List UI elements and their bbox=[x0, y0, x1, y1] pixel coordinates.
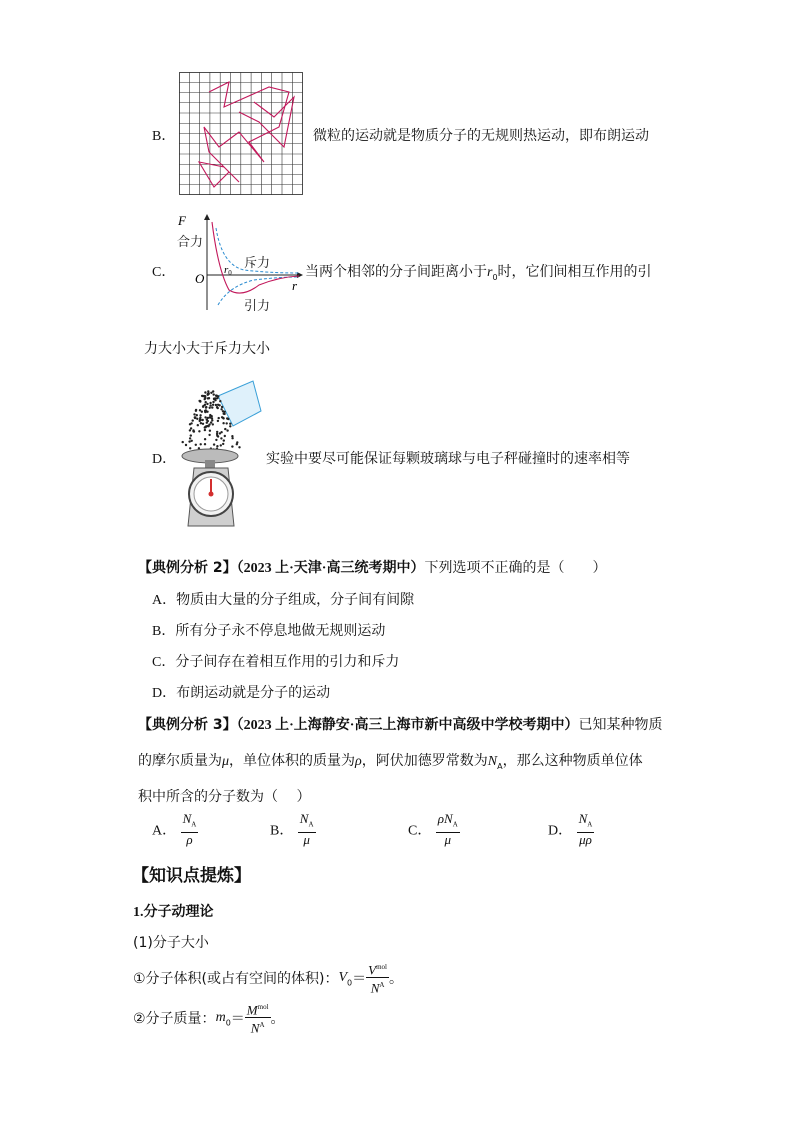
q3-choice-b: B． $\frac{N_A}{\mu}$ bbox=[270, 811, 314, 847]
option-b-letter: B． bbox=[152, 129, 176, 144]
q3-choice-a: A． $\frac{N_A}{\rho}$ bbox=[152, 811, 197, 847]
q3-choice-c: C． $\frac{\rho N_A}{\mu}$ bbox=[408, 811, 458, 847]
electronic-scale-glass-balls-image bbox=[178, 376, 264, 530]
graph-origin-label: O bbox=[195, 271, 205, 286]
graph-yinli-label: 引力 bbox=[244, 299, 271, 314]
question-2-stem: 【典例分析 2】（2023 上·天津·高三统考期中）下列选项不正确的是（ ） bbox=[138, 560, 607, 576]
option-b-text: 微粒的运动就是物质分子的无规则热运动，即布朗运动 bbox=[313, 128, 649, 144]
molecule-mass-formula: ②分子质量：$m_0=$ $\frac{M^{mol}}{N^A}$ 。 bbox=[133, 1000, 285, 1036]
graph-r-label: r bbox=[292, 278, 298, 293]
knowledge-heading: 【知识点提炼】 bbox=[132, 866, 251, 886]
molecule-volume-formula: ①分子体积(或占有空间的体积)：$V_0=$ $\frac{V^{mol}}{N^A}$ 。 bbox=[133, 960, 403, 996]
brownian-motion-grid-image bbox=[179, 72, 303, 195]
graph-r0-label: r0 bbox=[224, 264, 232, 277]
option-c-text-line1: 当两个相邻的分子间距离小于$r_0$时，它们间相互作用的引 bbox=[305, 264, 652, 282]
q2-option-c: C．分子间存在着相互作用的引力和斥力 bbox=[152, 654, 400, 670]
question-3-stem-line3: 积中所含的分子数为（ ） bbox=[138, 789, 311, 805]
q2-option-d: D．布朗运动就是分子的运动 bbox=[152, 685, 331, 701]
graph-f-label: F bbox=[178, 213, 186, 228]
question-3-stem-line1: 【典例分析 3】（2023 上·上海静安·高三上海市新中高级中学校考期中）已知某种物质 bbox=[138, 717, 663, 733]
graph-heli-label: 合力 bbox=[177, 235, 204, 250]
graph-chili-label: 斥力 bbox=[244, 256, 271, 271]
q2-option-b: B．所有分子永不停息地做无规则运动 bbox=[152, 623, 386, 639]
q2-option-a: A．物质由大量的分子组成，分子间有间隙 bbox=[152, 592, 415, 608]
option-d-text: 实验中要尽可能保证每颗玻璃球与电子秤碰撞时的速率相等 bbox=[266, 451, 630, 467]
option-c-letter: C． bbox=[152, 265, 176, 280]
section-1-title: 1.分子动理论 bbox=[133, 905, 214, 920]
intermolecular-force-graph bbox=[174, 210, 306, 316]
question-3-stem-line2: 的摩尔质量为μ，单位体积的质量为ρ，阿伏加德罗常数为$N_A$，那么这种物质单位体 bbox=[138, 753, 643, 771]
option-d-letter: D． bbox=[152, 452, 177, 467]
subsection-1-title: (1)分子大小 bbox=[133, 935, 209, 951]
q3-choice-d: D． $\frac{N_A}{\mu\rho}$ bbox=[548, 811, 593, 847]
option-c-text-line2: 力大小大于斥力大小 bbox=[144, 341, 270, 357]
